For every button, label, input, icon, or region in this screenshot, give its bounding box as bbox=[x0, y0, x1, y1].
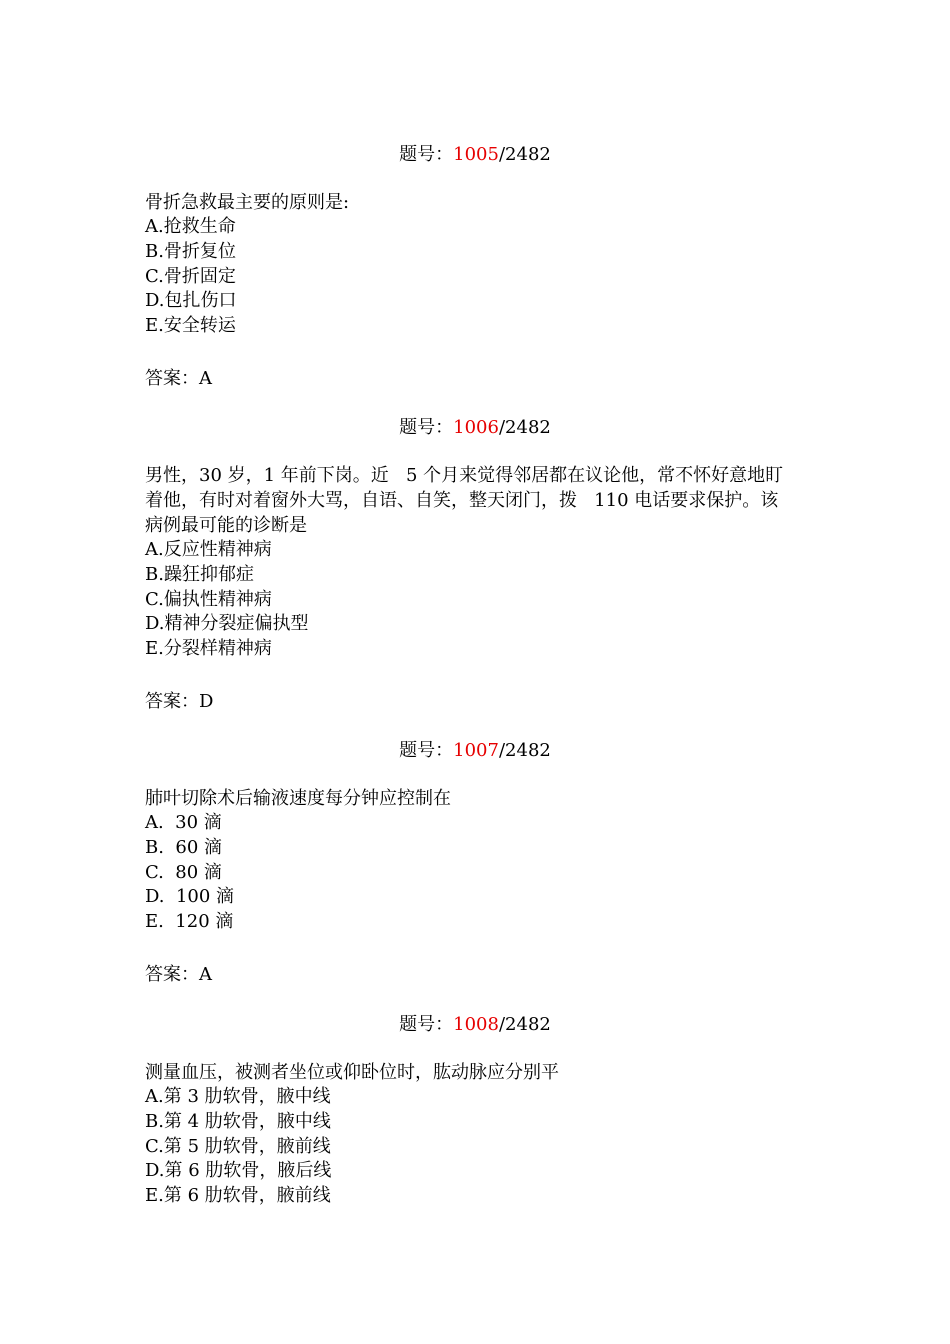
option-list bbox=[145, 1085, 825, 1209]
question-header-label: 题号： bbox=[399, 144, 454, 165]
question-header bbox=[145, 415, 805, 440]
option-e: E. 120 滴 bbox=[145, 911, 234, 933]
question-stem-line: 着他，有时对着窗外大骂，自语、自笑，整天闭门，拨 110 电话要求保护。该 bbox=[145, 490, 779, 511]
option-list bbox=[145, 538, 825, 662]
option-b: B.躁狂抑郁症 bbox=[145, 563, 254, 585]
option-b: B. 60 滴 bbox=[145, 836, 223, 858]
question-block-1005 bbox=[145, 142, 825, 391]
option-a: A.第 3 肋软骨，腋中线 bbox=[145, 1086, 331, 1107]
option-c: C.第 5 肋软骨，腋前线 bbox=[145, 1135, 331, 1157]
question-stem: 骨折急救最主要的原则是: bbox=[145, 192, 350, 213]
question-header bbox=[145, 738, 805, 763]
question-header bbox=[145, 1012, 805, 1037]
question-header-label: 题号： bbox=[399, 740, 454, 761]
answer-text: 答案：A bbox=[145, 963, 212, 985]
question-total: /2482 bbox=[498, 417, 551, 438]
question-stem bbox=[145, 463, 825, 538]
question-block-1008 bbox=[145, 1012, 825, 1209]
question-block-1007 bbox=[145, 738, 825, 987]
option-e: E.第 6 肋软骨，腋前线 bbox=[145, 1185, 331, 1207]
option-list bbox=[145, 215, 825, 339]
option-d: D.包扎伤口 bbox=[145, 290, 237, 312]
option-e: E.安全转运 bbox=[145, 315, 236, 337]
option-list bbox=[145, 811, 825, 935]
question-number: 1008 bbox=[453, 1014, 499, 1035]
option-d: D. 100 滴 bbox=[145, 886, 235, 908]
option-c: C.偏执性精神病 bbox=[145, 588, 272, 610]
option-c: C. 80 滴 bbox=[145, 861, 222, 883]
question-header-label: 题号： bbox=[399, 417, 454, 438]
option-e: E.分裂样精神病 bbox=[145, 638, 272, 660]
option-a: A.抢救生命 bbox=[145, 216, 236, 237]
answer-text: 答案：D bbox=[145, 690, 214, 712]
question-number: 1005 bbox=[453, 144, 499, 165]
answer-text: 答案：A bbox=[145, 367, 212, 389]
option-a: A.反应性精神病 bbox=[145, 539, 272, 560]
option-c: C.骨折固定 bbox=[145, 265, 236, 287]
question-stem: 肺叶切除术后输液速度每分钟应控制在 bbox=[145, 788, 451, 809]
option-b: B.第 4 肋软骨，腋中线 bbox=[145, 1110, 331, 1132]
option-d: D.精神分裂症偏执型 bbox=[145, 613, 309, 635]
question-stem-line: 男性，30 岁，1 年前下岗。近 5 个月来觉得邻居都在议论他，常不怀好意地盯 bbox=[145, 465, 784, 486]
option-a: A. 30 滴 bbox=[145, 812, 222, 833]
question-total: /2482 bbox=[498, 144, 551, 165]
question-total: /2482 bbox=[498, 740, 551, 761]
question-header bbox=[145, 142, 805, 167]
question-header-label: 题号： bbox=[399, 1014, 454, 1035]
question-number: 1007 bbox=[453, 740, 499, 761]
option-b: B.骨折复位 bbox=[145, 240, 236, 262]
question-block-1006 bbox=[145, 415, 825, 714]
question-stem: 测量血压，被测者坐位或仰卧位时，肱动脉应分别平 bbox=[145, 1062, 559, 1083]
question-number: 1006 bbox=[453, 417, 499, 438]
question-total: /2482 bbox=[498, 1014, 551, 1035]
question-stem-line: 病例最可能的诊断是 bbox=[145, 515, 307, 536]
option-d: D.第 6 肋软骨，腋后线 bbox=[145, 1160, 332, 1182]
